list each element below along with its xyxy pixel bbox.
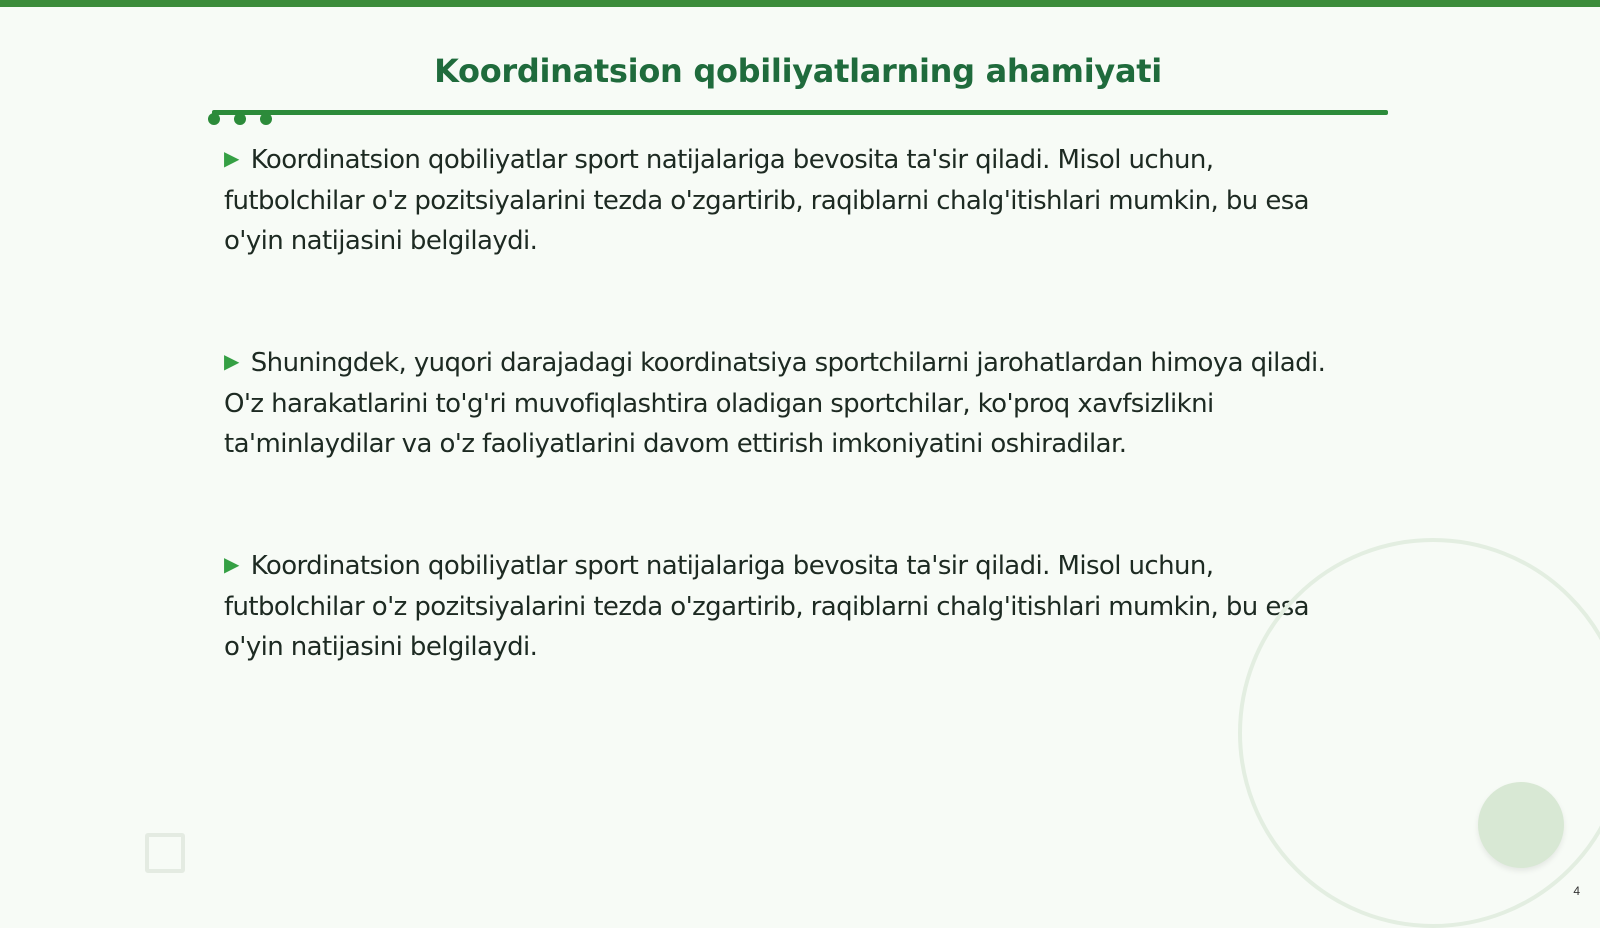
bullet-arrow-icon: ▶ <box>224 146 239 170</box>
decorative-square <box>145 833 185 873</box>
bullet-paragraph <box>224 140 1354 261</box>
title-underline <box>212 110 1388 115</box>
bullet-arrow-icon: ▶ <box>224 349 239 373</box>
bullet-list <box>224 140 1354 749</box>
decorative-circle <box>1478 782 1564 868</box>
slide-title: Koordinatsion qobiliyatlarning ahamiyati <box>434 52 1162 90</box>
bullet-paragraph <box>224 546 1354 667</box>
decorative-dot <box>234 113 246 125</box>
decorative-ring <box>1238 538 1600 928</box>
bullet-paragraph <box>224 343 1354 464</box>
decorative-dot <box>208 113 220 125</box>
bullet-text: Shuningdek, yuqori darajadagi koordinatsiya sportchilarni jarohatlardan himoya qiladi. O'z harakatlarini to'g'ri muvofiqlashtira oladigan sportchilar, ko'proq xavfsizlikni ta'minlaydilar va o'z faoliyatlarini davom ettirish imkoniyatini oshiradilar. <box>224 348 1326 459</box>
bullet-arrow-icon: ▶ <box>224 552 239 576</box>
top-accent-bar <box>0 0 1600 7</box>
decorative-dot <box>260 113 272 125</box>
bullet-text: Koordinatsion qobiliyatlar sport natijalariga bevosita ta'sir qiladi. Misol uchun, futbolchilar o'z pozitsiyalarini tezda o'zgartirib, raqiblarni chalg'itishlari mumkin, bu esa o'yin natijasini belgilaydi. <box>224 145 1310 256</box>
bullet-text: Koordinatsion qobiliyatlar sport natijalariga bevosita ta'sir qiladi. Misol uchun, futbolchilar o'z pozitsiyalarini tezda o'zgartirib, raqiblarni chalg'itishlari mumkin, bu esa o'yin natijasini belgilaydi. <box>224 551 1310 662</box>
page-number: 4 <box>1573 884 1580 898</box>
